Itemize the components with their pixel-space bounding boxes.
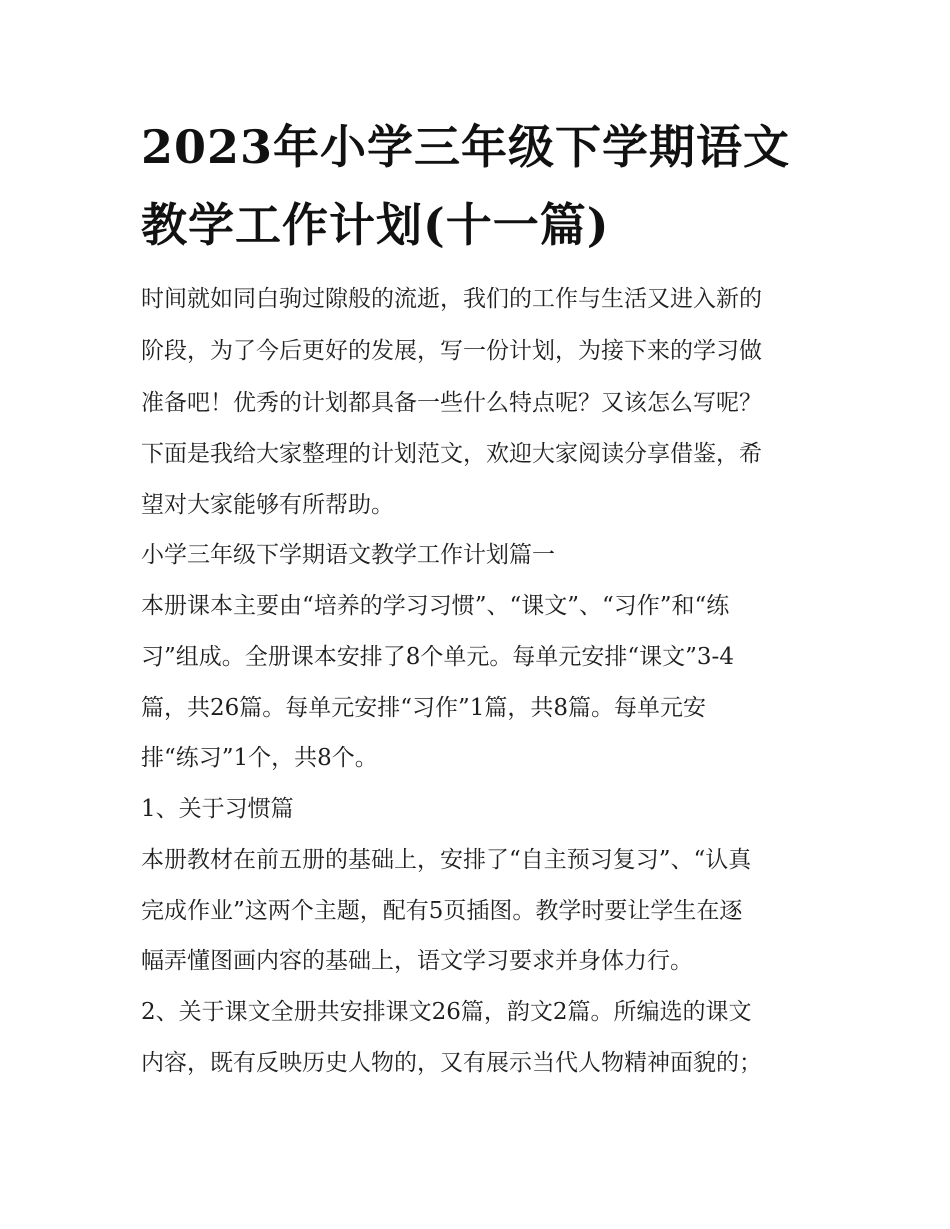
section-heading-part-one: 小学三年级下学期语文教学工作计划篇一 [141, 542, 555, 568]
body-line-2: 习”组成。全册课本安排了8个单元。每单元安排“课文”3-4 [141, 644, 734, 670]
body-line-7: 幅弄懂图画内容的基础上，语文学习要求并身体力行。 [141, 948, 693, 974]
body-line-1: 本册课本主要由“培养的学习习惯”、“课文”、“习作”和“练 [141, 593, 730, 619]
intro-line-3: 准备吧！优秀的计划都具备一些什么特点呢？又该怎么写呢？ [141, 390, 762, 416]
title-line-2: 教学工作计划(十一篇) [141, 198, 610, 252]
document-title [141, 108, 831, 264]
subheading-habits: 1、关于习惯篇 [141, 796, 294, 822]
body-line-9: 内容，既有反映历史人物的，又有展示当代人物精神面貌的； [141, 1050, 762, 1076]
intro-line-4: 下面是我给大家整理的计划范文，欢迎大家阅读分享借鉴，希 [141, 441, 762, 467]
body-line-6: 完成作业”这两个主题，配有5页插图。教学时要让学生在逐 [141, 898, 743, 924]
intro-line-2: 阶段，为了今后更好的发展，写一份计划，为接下来的学习做 [141, 338, 762, 364]
intro-line-5: 望对大家能够有所帮助。 [141, 492, 394, 518]
body-line-8: 2、关于课文全册共安排课文26篇，韵文2篇。所编选的课文 [141, 999, 752, 1025]
body-line-4: 排“练习”1个，共8个。 [141, 745, 378, 771]
title-line-1: 2023年小学三年级下学期语文 [141, 120, 791, 174]
body-line-5: 本册教材在前五册的基础上，安排了“自主预习复习”、“认真 [141, 847, 752, 873]
body-line-3: 篇，共26篇。每单元安排“习作”1篇，共8篇。每单元安 [141, 695, 707, 721]
intro-line-1: 时间就如同白驹过隙般的流逝，我们的工作与生活又进入新的 [141, 286, 762, 312]
